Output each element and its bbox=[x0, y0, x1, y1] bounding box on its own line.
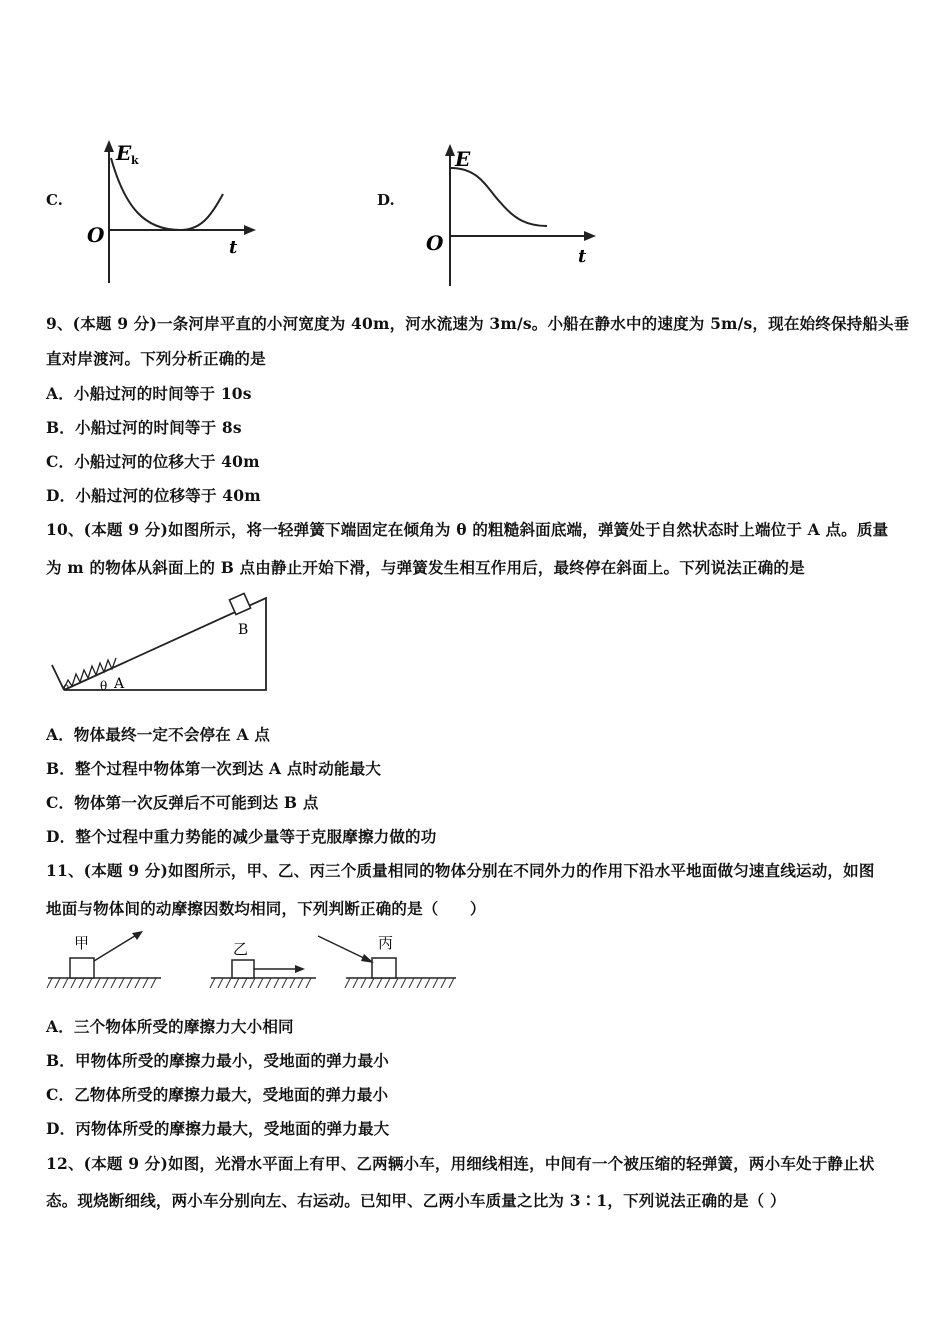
graph-c-origin: O bbox=[87, 223, 105, 247]
q11-force-figure bbox=[46, 926, 458, 994]
graph-c-curve bbox=[111, 158, 223, 230]
q9-option-c: C．小船过河的位移大于 40m bbox=[46, 452, 260, 471]
option-d-label: D. bbox=[377, 191, 395, 209]
label-bing: 丙 bbox=[378, 934, 394, 952]
q12-stem-line1: 12、(本题 9 分)如图，光滑水平面上有甲、乙两辆小车，用细线相连，中间有一个被压缩的轻弹簧，两小车处于静止状 bbox=[46, 1154, 875, 1173]
graph-c-y-label: E bbox=[116, 141, 132, 165]
graph-d-e-t bbox=[420, 140, 600, 290]
graph-c-x-label: t bbox=[229, 237, 238, 258]
label-b: B bbox=[238, 622, 249, 638]
graph-c-y-arrow bbox=[104, 140, 114, 152]
q11-option-c: C．乙物体所受的摩擦力最大，受地面的弹力最小 bbox=[46, 1085, 389, 1104]
graph-d-y-label: E bbox=[455, 147, 471, 171]
q9-stem-line2: 直对岸渡河。下列分析正确的是 bbox=[46, 349, 266, 368]
q11-stem-line2: 地面与物体间的动摩擦因数均相同，下列判断正确的是（ ） bbox=[46, 899, 486, 918]
q10-option-d: D．整个过程中重力势能的减少量等于克服摩擦力做的功 bbox=[46, 827, 437, 846]
option-c-label: C. bbox=[46, 191, 63, 209]
graph-d-x-label: t bbox=[578, 246, 587, 267]
q10-option-c: C．物体第一次反弹后不可能到达 B 点 bbox=[46, 793, 319, 812]
q9-option-b: B．小船过河的时间等于 8s bbox=[46, 418, 242, 437]
graph-c-ek-t bbox=[80, 138, 260, 288]
q10-stem-line2: 为 m 的物体从斜面上的 B 点由静止开始下滑，与弹簧发生相互作用后，最终停在斜面上。下列说法正确的是 bbox=[46, 558, 805, 577]
graph-c-x-arrow bbox=[244, 225, 256, 235]
incline-wall bbox=[52, 665, 64, 690]
figure-bing bbox=[318, 934, 456, 988]
q11-option-b: B．甲物体所受的摩擦力最小，受地面的弹力最小 bbox=[46, 1051, 390, 1070]
label-theta: θ bbox=[100, 679, 108, 693]
label-yi: 乙 bbox=[233, 940, 249, 958]
figure-yi bbox=[210, 940, 316, 988]
label-jia: 甲 bbox=[74, 934, 90, 952]
q10-option-a: A．物体最终一定不会停在 A 点 bbox=[46, 725, 271, 744]
graph-d-x-arrow bbox=[584, 231, 596, 241]
q10-incline-figure bbox=[46, 590, 276, 700]
q9-option-a: A．小船过河的时间等于 10s bbox=[46, 384, 252, 403]
q10-stem-line1: 10、(本题 9 分)如图所示，将一轻弹簧下端固定在倾角为 θ 的粗糙斜面底端，弹簧处于自然状态时上端位于 A 点。质量 bbox=[46, 520, 889, 539]
q9-stem-line1: 9、(本题 9 分)一条河岸平直的小河宽度为 40m，河水流速为 3m/s。小船在静水中的速度为 5m/s，现在始终保持船头垂 bbox=[46, 314, 910, 333]
q12-stem-line2: 态。现烧断细线，两小车分别向左、右运动。已知甲、乙两小车质量之比为 3∶1，下列说法正确的是（ ） bbox=[46, 1191, 786, 1210]
graph-d-y-arrow bbox=[445, 144, 455, 156]
figure-jia bbox=[47, 931, 161, 988]
q9-option-d: D．小船过河的位移等于 40m bbox=[46, 486, 261, 505]
q11-option-a: A．三个物体所受的摩擦力大小相同 bbox=[46, 1017, 294, 1036]
block-b bbox=[229, 593, 250, 614]
label-a: A bbox=[114, 676, 125, 692]
q11-option-d: D．丙物体所受的摩擦力最大，受地面的弹力最大 bbox=[46, 1119, 390, 1138]
graph-d-curve bbox=[451, 168, 547, 226]
graph-c-y-sub: k bbox=[131, 154, 139, 167]
q11-stem-line1: 11、(本题 9 分)如图所示，甲、乙、丙三个质量相同的物体分别在不同外力的作用下沿水平地面做匀速直线运动，如图 bbox=[46, 861, 875, 880]
spring bbox=[64, 658, 116, 688]
q10-option-b: B．整个过程中物体第一次到达 A 点时动能最大 bbox=[46, 759, 382, 778]
graph-d-origin: O bbox=[426, 231, 444, 255]
